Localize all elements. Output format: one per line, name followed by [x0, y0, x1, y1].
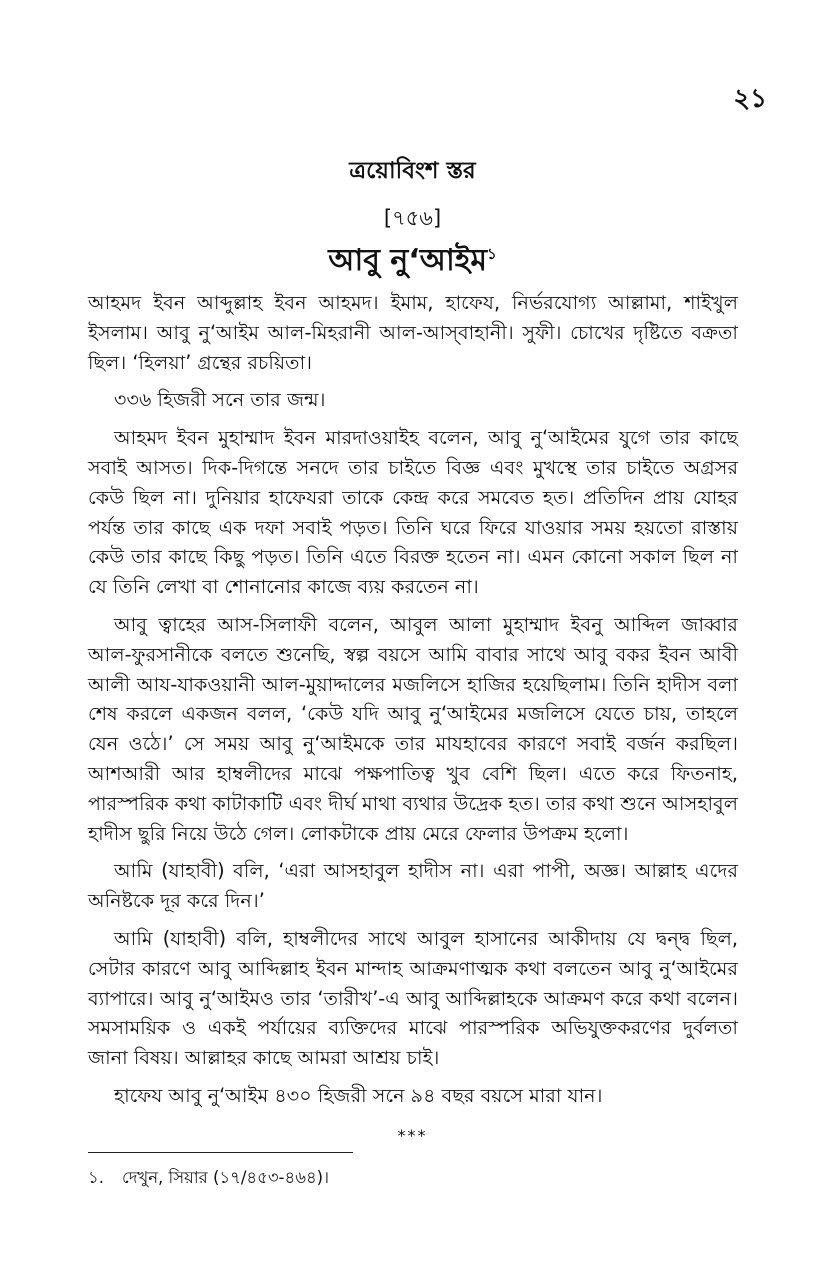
footnote-text: দেখুন, সিয়ার (১৭/৪৫৩-৪৬৪)। [122, 1168, 329, 1187]
paragraph-birth: ৩৩৬ হিজরী সনে তার জন্ম। [114, 388, 326, 412]
section-separator: *** [397, 1126, 428, 1145]
paragraph-introduction: আহমদ ইবন আব্দুল্লাহ ইবন আহমদ। ইমাম, হাফেয, নির্ভরযোগ্য আল্লামা, শাইখুল ইসলাম। আবু নু‘আইম আল-মিহরানী আল-আস্‌বাহানী। সুফী। চোখের দৃষ্টিতে বক্রতা ছিল। ‘হিলয়া’ গ্রন্থের রচয়িতা। [88, 291, 738, 374]
section-heading: ত্রয়োবিংশ স্তর [349, 158, 476, 184]
footnote-marker: ১. [88, 1168, 104, 1187]
paragraph-death: হাফেয আবু নু‘আইম ৪৩০ হিজরী সনে ৯৪ বছর বয়সে মারা যান। [114, 1083, 603, 1107]
entry-title: আবু নু‘আইম [328, 243, 487, 278]
footnote [88, 1165, 329, 1192]
body-text [88, 288, 738, 1119]
paragraph-dhahabi-comment-2: আমি (যাহাবী) বলি, হাম্বলীদের সাথে আবুল হাসানের আকীদায় যে দ্বন্দ্ব ছিল, সেটার কারণে আবু আব্দিল্লাহ ইবন মান্দাহ আক্রমণাত্মক কথা বলতেন আবু নু‘আইমের ব্যাপারে। আবু নু‘আইমও তার ‘তারীখ’-এ আবু আব্দিল্লাহকে আক্রমণ করে কথা বলেন। সমসাময়িক ও একই পর্যায়ের ব্যক্তিদের মাঝে পারস্পরিক অভিযুক্তকরণের দুর্বলতা জানা বিষয়। আল্লাহর কাছে আমরা আশ্রয় চাই। [88, 926, 738, 1070]
footnote-reference: ১ [486, 245, 497, 263]
page-number: ২১ [733, 84, 767, 114]
entry-number: [৭৫৬] [383, 206, 442, 230]
footnote-divider [88, 1152, 353, 1153]
paragraph-mardawaih: আহমদ ইবন মুহাম্মাদ ইবন মারদাওয়াইহ বলেন, আবু নু‘আইমের যুগে তার কাছে সবাই আসত। দিক-দিগন্তে সনদে তার চাইতে বিজ্ঞ এবং মুখস্থে তার চাইতে অগ্রসর কেউ ছিল না। দুনিয়ার হাফেযরা তাকে কেন্দ্র করে সমবেত হত। প্রতিদিন প্রায় যোহর পর্যন্ত তার কাছে এক দফা সবাই পড়ত। তিনি ঘরে ফিরে যাওয়ার সময় হয়তো রাস্তায় কেউ তার কাছে কিছু পড়ত। তিনি এতে বিরক্ত হতেন না। এমন কোনো সকাল ছিল না যে তিনি লেখা বা শোনানোর কাজে ব্যয় করতেন না। [88, 426, 738, 599]
paragraph-dhahabi-comment-1: আমি (যাহাবী) বলি, ‘এরা আসহাবুল হাদীস না। এরা পাপী, অজ্ঞ। আল্লাহ এদের অনিষ্টকে দূর করে দিন।’ [88, 859, 738, 913]
paragraph-silafi: আবু ত্বাহের আস-সিলাফী বলেন, আবুল আলা মুহাম্মাদ ইবনু আব্দিল জাব্বার আল-ফুরসানীকে বলতে শুনেছি, স্বল্প বয়সে আমি বাবার সাথে আবু বকর ইবন আবী আলী আয-যাকওয়ানী আল-মুয়াদ্দালের মজলিসে হাজির হয়েছিলাম। তিনি হাদীস বলা শেষ করলে একজন বলল, ‘কেউ যদি আবু নু‘আইমের মজলিসে যেতে চায়, তাহলে যেন ওঠে।’ সে সময় আবু নু‘আইমকে তার মাযহাবের কারণে সবাই বর্জন করছিল। আশআরী আর হাম্বলীদের মাঝে পক্ষপাতিত্ব খুব বেশি ছিল। এতে করে ফিতনাহ, পারস্পরিক কথা কাটাকাটি এবং দীর্ঘ মাথা ব্যথার উদ্রেক হত। তার কথা শুনে আসহাবুল হাদীস ছুরি নিয়ে উঠে গেল। লোকটাকে প্রায় মেরে ফেলার উপক্রম হলো। [88, 612, 738, 845]
entry-title-block [0, 236, 825, 287]
